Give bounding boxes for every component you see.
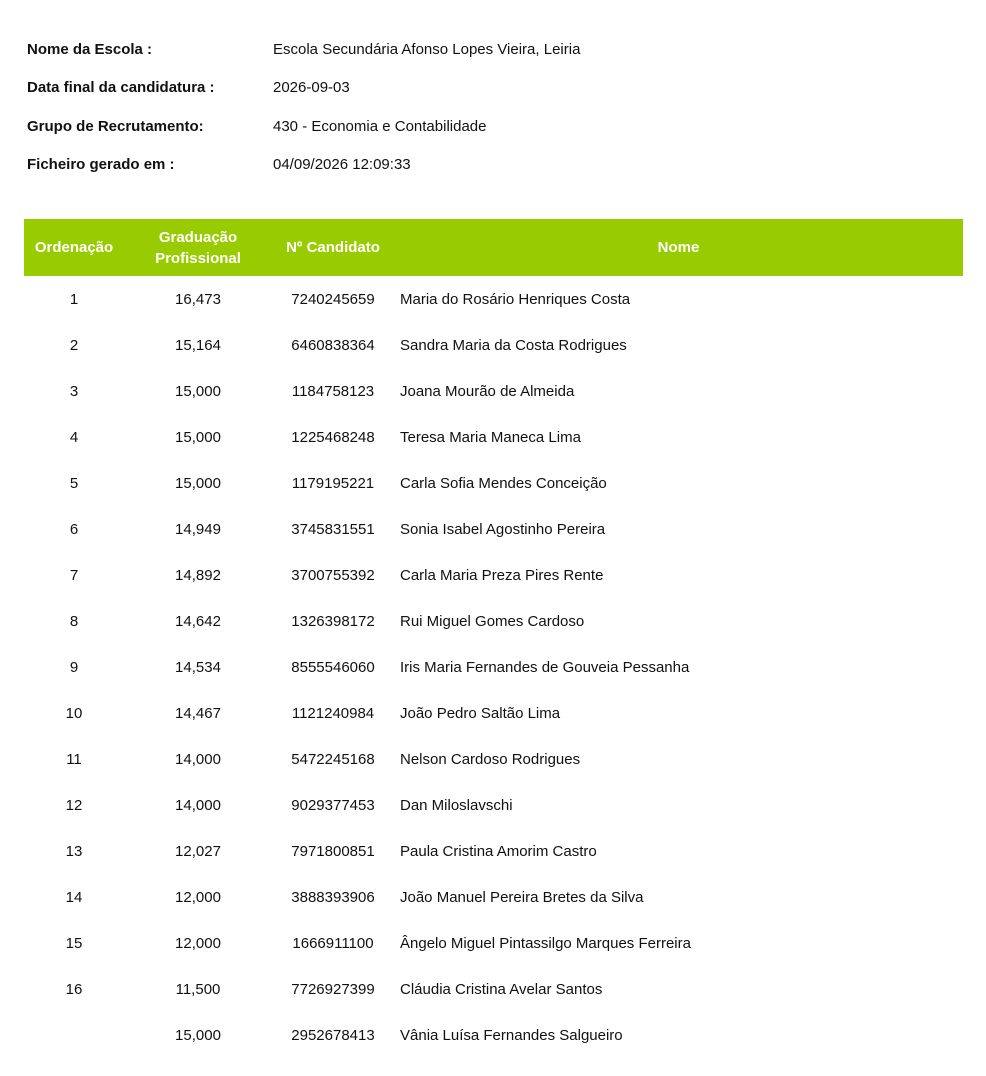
table-row	[24, 598, 963, 644]
cell-graduacao: 12,027	[175, 842, 221, 860]
cell-candidato: 1179195221	[291, 474, 375, 492]
cell-nome: Ângelo Miguel Pintassilgo Marques Ferreira	[400, 934, 691, 952]
table-header	[24, 219, 963, 276]
info-label: Ficheiro gerado em :	[27, 156, 175, 174]
table-row	[24, 644, 963, 690]
cell-ordenacao: 1	[69, 290, 79, 308]
table-row	[24, 552, 963, 598]
table-row	[24, 736, 963, 782]
cell-graduacao: 11,500	[175, 980, 221, 998]
column-header-graduacao	[124, 219, 272, 276]
cell-nome: Iris Maria Fernandes de Gouveia Pessanha	[400, 658, 690, 676]
cell-graduacao: 16,473	[175, 290, 221, 308]
cell-ordenacao: 4	[69, 428, 79, 446]
info-row-group	[27, 107, 947, 146]
table-row	[24, 322, 963, 368]
cell-nome: Sonia Isabel Agostinho Pereira	[400, 520, 606, 538]
cell-nome: Carla Sofia Mendes Conceição	[400, 474, 607, 492]
cell-nome: Nelson Cardoso Rodrigues	[400, 750, 581, 768]
cell-graduacao: 12,000	[175, 888, 221, 906]
cell-graduacao: 14,534	[175, 658, 221, 676]
cell-candidato: 1326398172	[291, 612, 375, 630]
table-row	[24, 920, 963, 966]
info-row-school	[27, 30, 947, 69]
cell-graduacao: 15,000	[175, 1026, 221, 1044]
cell-ordenacao: 6	[69, 520, 79, 538]
cell-candidato: 7971800851	[291, 842, 375, 860]
cell-nome: Dan Miloslavschi	[400, 796, 513, 814]
cell-ordenacao: 2	[69, 336, 79, 354]
table-row	[24, 368, 963, 414]
cell-graduacao: 15,000	[175, 428, 221, 446]
cell-graduacao: 15,000	[175, 382, 221, 400]
column-header-candidato	[272, 219, 394, 276]
cell-ordenacao: 15	[65, 934, 83, 952]
table-row	[24, 782, 963, 828]
info-label: Nome da Escola :	[27, 40, 153, 58]
cell-candidato: 3700755392	[291, 566, 375, 584]
cell-ordenacao: 13	[65, 842, 83, 860]
cell-nome: Carla Maria Preza Pires Rente	[400, 566, 604, 584]
cell-ordenacao: 5	[69, 474, 79, 492]
info-value: 2026-09-03	[273, 79, 350, 97]
table-row	[24, 460, 963, 506]
table-row	[24, 690, 963, 736]
cell-candidato: 6460838364	[291, 336, 375, 354]
cell-graduacao: 14,949	[175, 520, 221, 538]
info-label: Grupo de Recrutamento:	[27, 117, 204, 135]
column-header-label: Nº Candidato	[286, 239, 380, 256]
cell-nome: Vânia Luísa Fernandes Salgueiro	[400, 1026, 623, 1044]
table-row	[24, 966, 963, 1012]
school-info	[27, 30, 947, 184]
cell-nome: João Manuel Pereira Bretes da Silva	[400, 888, 644, 906]
cell-candidato: 1184758123	[291, 382, 375, 400]
cell-graduacao: 14,467	[175, 704, 221, 722]
cell-ordenacao: 3	[69, 382, 79, 400]
cell-candidato: 1666911100	[292, 934, 374, 952]
table-row	[24, 414, 963, 460]
cell-ordenacao: 16	[65, 980, 83, 998]
column-header-label: Graduação Profissional	[155, 228, 241, 267]
cell-ordenacao: 11	[66, 750, 82, 768]
cell-nome: Paula Cristina Amorim Castro	[400, 842, 597, 860]
cell-candidato: 3888393906	[291, 888, 375, 906]
cell-nome: Maria do Rosário Henriques Costa	[400, 290, 631, 308]
cell-ordenacao: 10	[65, 704, 83, 722]
info-row-deadline	[27, 69, 947, 108]
cell-candidato: 1225468248	[291, 428, 375, 446]
cell-candidato: 8555546060	[291, 658, 375, 676]
cell-candidato: 7726927399	[291, 980, 375, 998]
info-row-generated	[27, 146, 947, 185]
cell-candidato: 7240245659	[291, 290, 375, 308]
info-value: Escola Secundária Afonso Lopes Vieira, Leiria	[273, 40, 581, 58]
cell-ordenacao: 7	[69, 566, 79, 584]
column-header-label: Nome	[657, 239, 700, 256]
table-row	[24, 1012, 963, 1058]
table-row	[24, 828, 963, 874]
cell-candidato: 9029377453	[291, 796, 375, 814]
cell-nome: Rui Miguel Gomes Cardoso	[400, 612, 585, 630]
cell-candidato: 1121240984	[291, 704, 375, 722]
column-header-nome	[394, 219, 963, 276]
cell-graduacao: 14,000	[175, 750, 221, 768]
cell-nome: Joana Mourão de Almeida	[400, 382, 575, 400]
cell-graduacao: 15,164	[175, 336, 221, 354]
cell-ordenacao: 12	[65, 796, 83, 814]
candidates-table	[24, 219, 963, 1058]
table-row	[24, 276, 963, 322]
cell-ordenacao: 9	[69, 658, 79, 676]
cell-ordenacao: 14	[65, 888, 83, 906]
table-row	[24, 506, 963, 552]
cell-ordenacao: 8	[69, 612, 79, 630]
info-value: 04/09/2026 12:09:33	[273, 156, 411, 174]
cell-candidato: 3745831551	[291, 520, 375, 538]
cell-graduacao: 14,892	[175, 566, 221, 584]
cell-graduacao: 12,000	[175, 934, 221, 952]
cell-candidato: 5472245168	[291, 750, 375, 768]
info-value: 430 - Economia e Contabilidade	[273, 117, 487, 135]
cell-candidato: 2952678413	[291, 1026, 375, 1044]
cell-graduacao: 14,642	[175, 612, 221, 630]
cell-graduacao: 14,000	[175, 796, 221, 814]
column-header-ordenacao	[24, 219, 124, 276]
info-label: Data final da candidatura :	[27, 79, 215, 97]
table-row	[24, 874, 963, 920]
cell-nome: Sandra Maria da Costa Rodrigues	[400, 336, 627, 354]
cell-nome: João Pedro Saltão Lima	[400, 704, 561, 722]
cell-nome: Cláudia Cristina Avelar Santos	[400, 980, 603, 998]
column-header-label: Ordenação	[34, 239, 114, 256]
table-body	[24, 276, 963, 1058]
cell-nome: Teresa Maria Maneca Lima	[400, 428, 581, 446]
cell-graduacao: 15,000	[175, 474, 221, 492]
